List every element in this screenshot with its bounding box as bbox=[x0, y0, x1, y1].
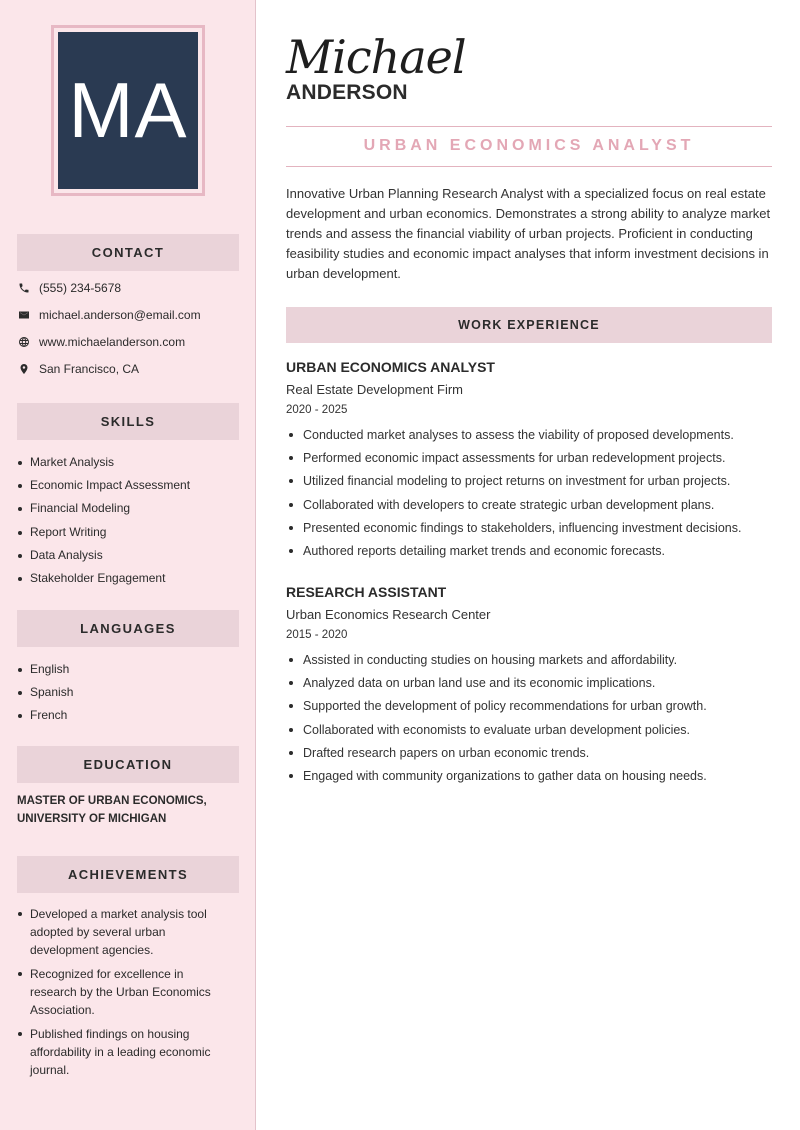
summary: Innovative Urban Planning Research Analyst with a specialized focus on real estate development and urban economics. Demonstrates a strong ability to analyze market trends and assess the financial viability of urban projects. Proficient in conducting feasibility studies and economic impact analyses that inform investment decisions in urban development. bbox=[286, 186, 771, 281]
list-item: Data Analysis bbox=[17, 547, 242, 570]
last-name: ANDERSON bbox=[286, 81, 408, 104]
list-item: Published findings on housing affordability in a leading economic journal. bbox=[17, 1025, 232, 1079]
list-item: Analyzed data on urban land use and its economic implications. bbox=[286, 675, 772, 698]
languages-list bbox=[17, 661, 242, 731]
monogram-box bbox=[58, 32, 198, 189]
list-item: Assisted in conducting studies on housing markets and affordability. bbox=[286, 652, 772, 675]
monogram-frame bbox=[51, 25, 205, 196]
phone-icon bbox=[17, 281, 31, 295]
list-item: Developed a market analysis tool adopted by several urban development agencies. bbox=[17, 905, 232, 959]
list-item: Engaged with community organizations to gather data on housing needs. bbox=[286, 768, 772, 791]
contact-phone bbox=[17, 280, 121, 296]
map-pin-icon bbox=[17, 362, 31, 376]
list-item: Spanish bbox=[17, 684, 242, 707]
location-text: San Francisco, CA bbox=[39, 362, 140, 376]
list-item: Financial Modeling bbox=[17, 500, 242, 523]
job-role: RESEARCH ASSISTANT bbox=[286, 584, 447, 600]
list-item: Collaborated with developers to create strategic urban development plans. bbox=[286, 497, 772, 520]
phone-text: (555) 234-5678 bbox=[39, 281, 122, 295]
job-entry bbox=[286, 583, 772, 791]
list-item: Drafted research papers on urban economic trends. bbox=[286, 745, 772, 768]
job-company: Real Estate Development Firm bbox=[286, 382, 464, 397]
list-item: Report Writing bbox=[17, 524, 242, 547]
job-dates: 2020 - 2025 bbox=[286, 404, 348, 416]
achievements-heading: ACHIEVEMENTS bbox=[17, 856, 239, 893]
education-degree: MASTER OF URBAN ECONOMICS, UNIVERSITY OF MICHIGAN bbox=[17, 795, 207, 825]
contact-email[interactable] bbox=[17, 307, 201, 323]
list-item: Authored reports detailing market trends and economic forecasts. bbox=[286, 543, 772, 566]
skills-heading: SKILLS bbox=[17, 403, 239, 440]
title-divider-top bbox=[286, 126, 772, 127]
sidebar bbox=[0, 0, 256, 1130]
list-item: Collaborated with economists to evaluate urban development policies. bbox=[286, 722, 772, 745]
monogram: MA bbox=[68, 66, 188, 154]
job-role: URBAN ECONOMICS ANALYST bbox=[286, 359, 495, 375]
list-item: Performed economic impact assessments for urban redevelopment projects. bbox=[286, 450, 772, 473]
website-text[interactable]: www.michaelanderson.com bbox=[39, 335, 186, 349]
list-item: Conducted market analyses to assess the viability of proposed developments. bbox=[286, 427, 772, 450]
job-dates: 2015 - 2020 bbox=[286, 629, 348, 641]
achievements-list bbox=[17, 905, 232, 1085]
list-item: Economic Impact Assessment bbox=[17, 477, 242, 500]
contact-website[interactable] bbox=[17, 334, 185, 350]
title-divider-bottom bbox=[286, 166, 772, 167]
first-name: Michael bbox=[286, 30, 466, 84]
list-item: Recognized for excellence in research by the Urban Economics Association. bbox=[17, 965, 232, 1019]
list-item: Presented economic findings to stakeholders, influencing investment decisions. bbox=[286, 520, 772, 543]
job-entry bbox=[286, 358, 772, 566]
education-heading: EDUCATION bbox=[17, 746, 239, 783]
email-text[interactable]: michael.anderson@email.com bbox=[39, 308, 201, 322]
job-title: URBAN ECONOMICS ANALYST bbox=[363, 137, 695, 154]
job-bullets bbox=[286, 652, 772, 791]
list-item: French bbox=[17, 707, 242, 730]
list-item: English bbox=[17, 661, 242, 684]
job-company: Urban Economics Research Center bbox=[286, 607, 491, 622]
list-item: Stakeholder Engagement bbox=[17, 570, 242, 593]
list-item: Supported the development of policy recommendations for urban growth. bbox=[286, 698, 772, 721]
skills-list bbox=[17, 454, 242, 593]
globe-icon bbox=[17, 335, 31, 349]
envelope-icon bbox=[17, 308, 31, 322]
contact-location bbox=[17, 361, 139, 377]
job-bullets bbox=[286, 427, 772, 566]
work-experience-heading: WORK EXPERIENCE bbox=[286, 307, 772, 343]
contact-heading: CONTACT bbox=[17, 234, 239, 271]
list-item: Utilized financial modeling to project returns on investment for urban projects. bbox=[286, 473, 772, 496]
list-item: Market Analysis bbox=[17, 454, 242, 477]
languages-heading: LANGUAGES bbox=[17, 610, 239, 647]
